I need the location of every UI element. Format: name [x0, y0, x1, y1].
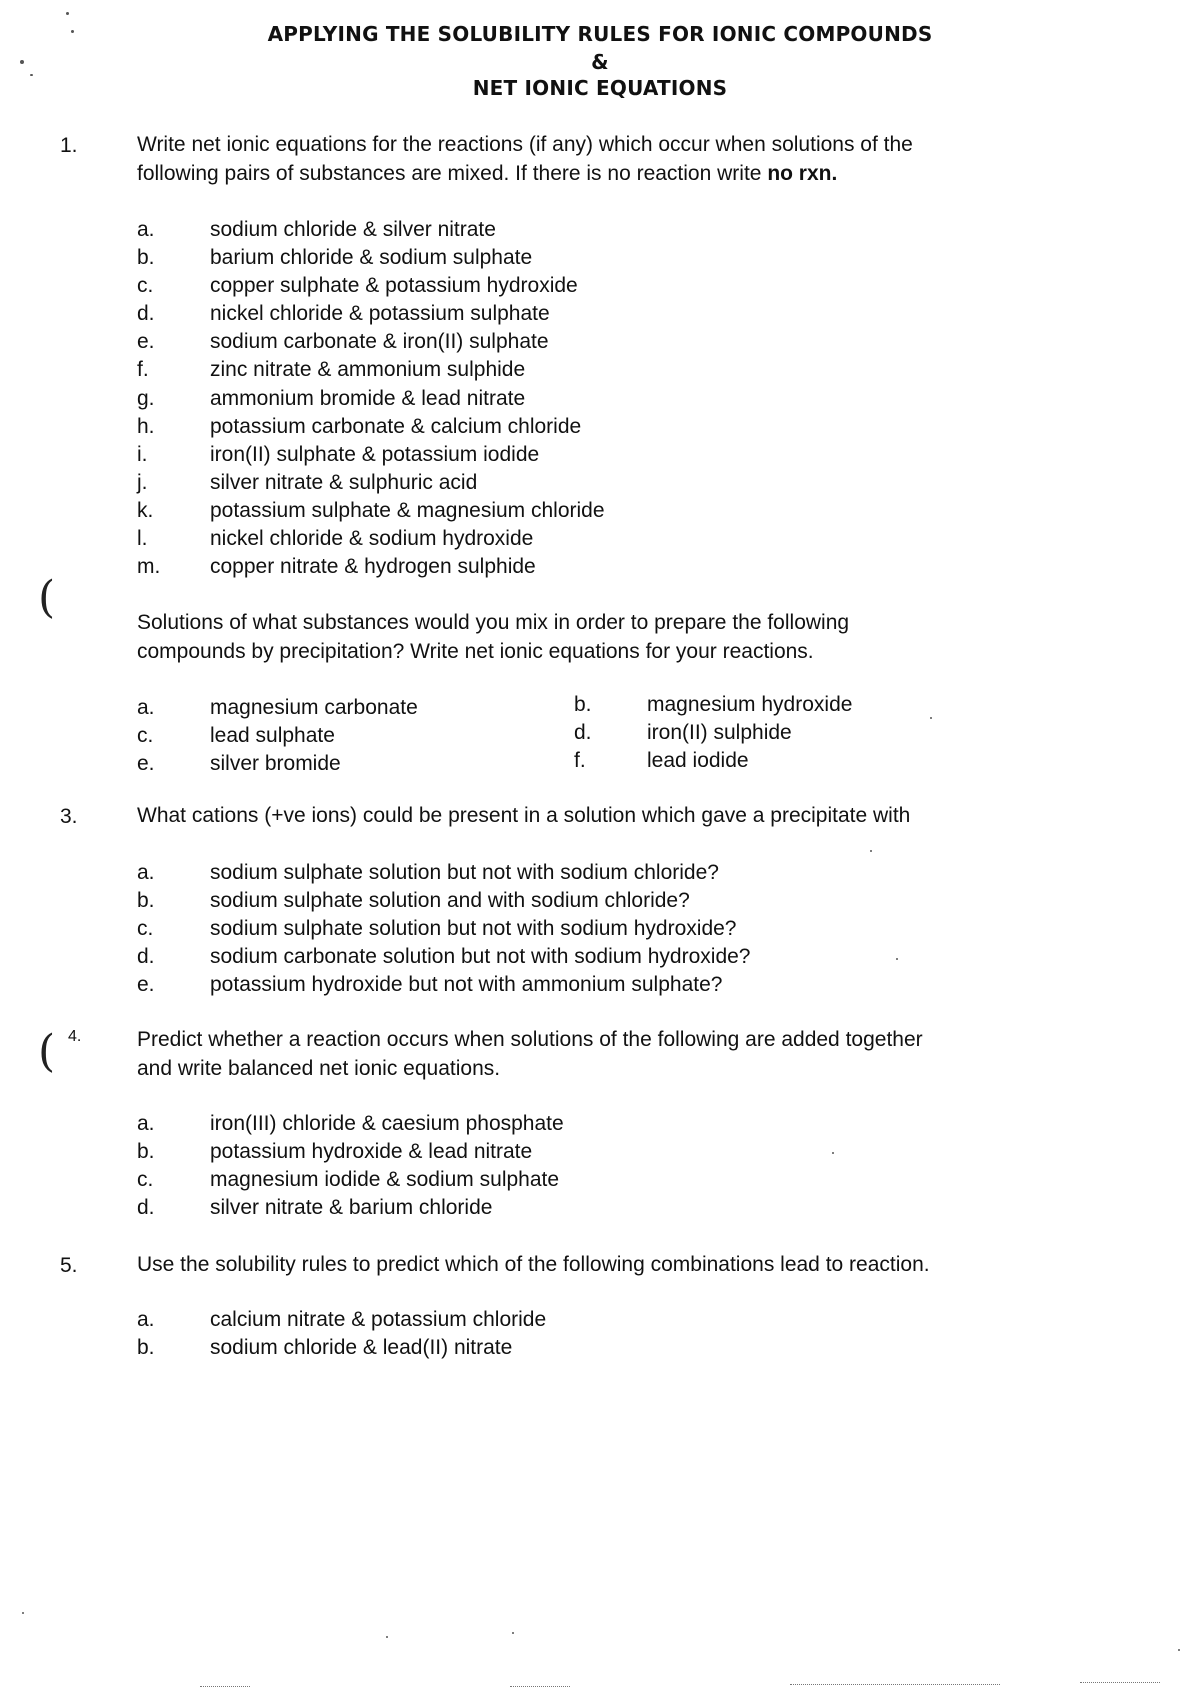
scan-dotted-line [510, 1686, 570, 1688]
question-prompt [137, 130, 1077, 188]
item-letter: b. [137, 889, 155, 913]
item-letter: d. [574, 721, 592, 745]
item-text: potassium sulphate & magnesium chloride [210, 498, 605, 522]
item-letter: d. [137, 1196, 155, 1220]
item-letter: f. [137, 358, 149, 382]
scan-dotted-line [200, 1686, 250, 1688]
item-text: ammonium bromide & lead nitrate [210, 386, 526, 410]
question-prompt [137, 801, 1077, 830]
item-letter: c. [137, 274, 154, 298]
scan-speck [30, 74, 33, 76]
item-letter: a. [137, 1112, 155, 1135]
item-letter: a. [137, 218, 155, 241]
prompt-line [137, 159, 1077, 188]
prompt-line: and write balanced net ionic equations. [137, 1057, 501, 1080]
item-letter: f. [574, 749, 586, 773]
item-letter: d. [137, 302, 155, 326]
prompt-bold-text: no rxn. [767, 162, 838, 185]
item-text: potassium hydroxide but not with ammonium sulphate? [210, 973, 723, 997]
item-letter: e. [137, 330, 155, 354]
item-text: iron(III) chloride & caesium phosphate [210, 1112, 564, 1135]
item-text: magnesium hydroxide [647, 693, 853, 716]
item-text: copper sulphate & potassium hydroxide [210, 274, 578, 298]
item-letter: a. [137, 1308, 155, 1331]
item-text: copper nitrate & hydrogen sulphide [210, 555, 536, 579]
item-grid [137, 694, 937, 780]
item-letter: h. [137, 414, 155, 438]
prompt-line: Write net ionic equations for the reactions (if any) which occur when solutions of the [137, 133, 913, 156]
handwritten-bracket-mark: ( [38, 1026, 56, 1077]
item-text: potassium hydroxide & lead nitrate [210, 1140, 533, 1164]
question-number: 4. [68, 1028, 82, 1045]
title-ampersand: & [591, 50, 609, 74]
prompt-text: following pairs of substances are mixed. If there is no reaction write [137, 162, 768, 185]
page-title: APPLYING THE SOLUBILITY RULES FOR IONIC COMPOUNDS [267, 22, 933, 46]
item-letter: d. [137, 945, 155, 969]
item-letter: l. [137, 527, 148, 551]
item-text: potassium carbonate & calcium chloride [210, 414, 582, 438]
item-text: sodium carbonate & iron(II) sulphate [210, 330, 549, 354]
question-number: 1. [60, 134, 78, 157]
item-letter: i. [137, 442, 148, 466]
scan-speck [386, 1636, 388, 1638]
prompt-line: Predict whether a reaction occurs when solutions of the following are added together [137, 1028, 923, 1051]
question-prompt [137, 608, 1077, 666]
item-text: silver bromide [210, 752, 341, 776]
scan-speck [930, 717, 932, 719]
item-letter: b. [137, 1140, 155, 1164]
item-text: sodium sulphate solution but not with sodium chloride? [210, 861, 719, 884]
scan-speck [870, 850, 872, 852]
item-letter: j. [137, 470, 148, 494]
item-letter: b. [137, 1336, 155, 1360]
item-text: silver nitrate & barium chloride [210, 1196, 493, 1220]
item-letter: a. [137, 696, 155, 719]
item-text: magnesium iodide & sodium sulphate [210, 1168, 560, 1192]
item-text: sodium sulphate solution and with sodium chloride? [210, 889, 690, 913]
item-text: magnesium carbonate [210, 696, 418, 719]
scan-speck [832, 1152, 834, 1154]
item-text: sodium chloride & lead(II) nitrate [210, 1336, 513, 1360]
item-text: nickel chloride & potassium sulphate [210, 302, 550, 326]
item-letter: b. [574, 693, 592, 716]
item-letter: c. [137, 917, 154, 941]
item-text: zinc nitrate & ammonium sulphide [210, 358, 526, 382]
question-prompt [137, 1250, 1077, 1279]
scan-speck [20, 60, 24, 64]
scan-speck [1178, 1649, 1180, 1651]
scan-speck [512, 1632, 514, 1634]
item-letter: g. [137, 386, 155, 410]
item-letter: a. [137, 861, 155, 884]
item-letter: e. [137, 973, 155, 997]
handwritten-bracket-mark: ( [38, 572, 56, 623]
scan-speck [66, 12, 69, 15]
prompt-line: Solutions of what substances would you mix in order to prepare the following [137, 611, 850, 634]
item-text: sodium sulphate solution but not with sodium hydroxide? [210, 917, 737, 941]
item-letter: c. [137, 724, 154, 748]
item-text: nickel chloride & sodium hydroxide [210, 527, 534, 551]
scan-speck [22, 1612, 24, 1614]
item-text: lead iodide [647, 749, 749, 773]
item-text: sodium chloride & silver nitrate [210, 218, 496, 241]
item-text: barium chloride & sodium sulphate [210, 246, 533, 270]
question-prompt [137, 1025, 1077, 1083]
item-text: iron(II) sulphide [647, 721, 792, 745]
item-text: lead sulphate [210, 724, 335, 748]
scan-dotted-line [790, 1684, 1000, 1686]
item-letter: k. [137, 498, 154, 522]
prompt-line: compounds by precipitation? Write net ionic equations for your reactions. [137, 640, 814, 663]
item-text: iron(II) sulphate & potassium iodide [210, 442, 540, 466]
prompt-line: What cations (+ve ions) could be present in a solution which gave a precipitate with [137, 804, 911, 827]
item-text: sodium carbonate solution but not with sodium hydroxide? [210, 945, 751, 969]
question-number: 3. [60, 805, 78, 828]
prompt-line: Use the solubility rules to predict which of the following combinations lead to reaction. [137, 1253, 930, 1276]
item-text: silver nitrate & sulphuric acid [210, 470, 478, 494]
scan-speck [71, 30, 74, 33]
item-text: calcium nitrate & potassium chloride [210, 1308, 547, 1331]
question-number: 5. [60, 1254, 78, 1277]
item-letter: b. [137, 246, 155, 270]
item-letter: c. [137, 1168, 154, 1192]
scan-dotted-line [1080, 1682, 1160, 1684]
scan-speck [896, 958, 898, 960]
item-letter: e. [137, 752, 155, 776]
page-subtitle: NET IONIC EQUATIONS [472, 76, 728, 100]
item-letter: m. [137, 555, 161, 579]
